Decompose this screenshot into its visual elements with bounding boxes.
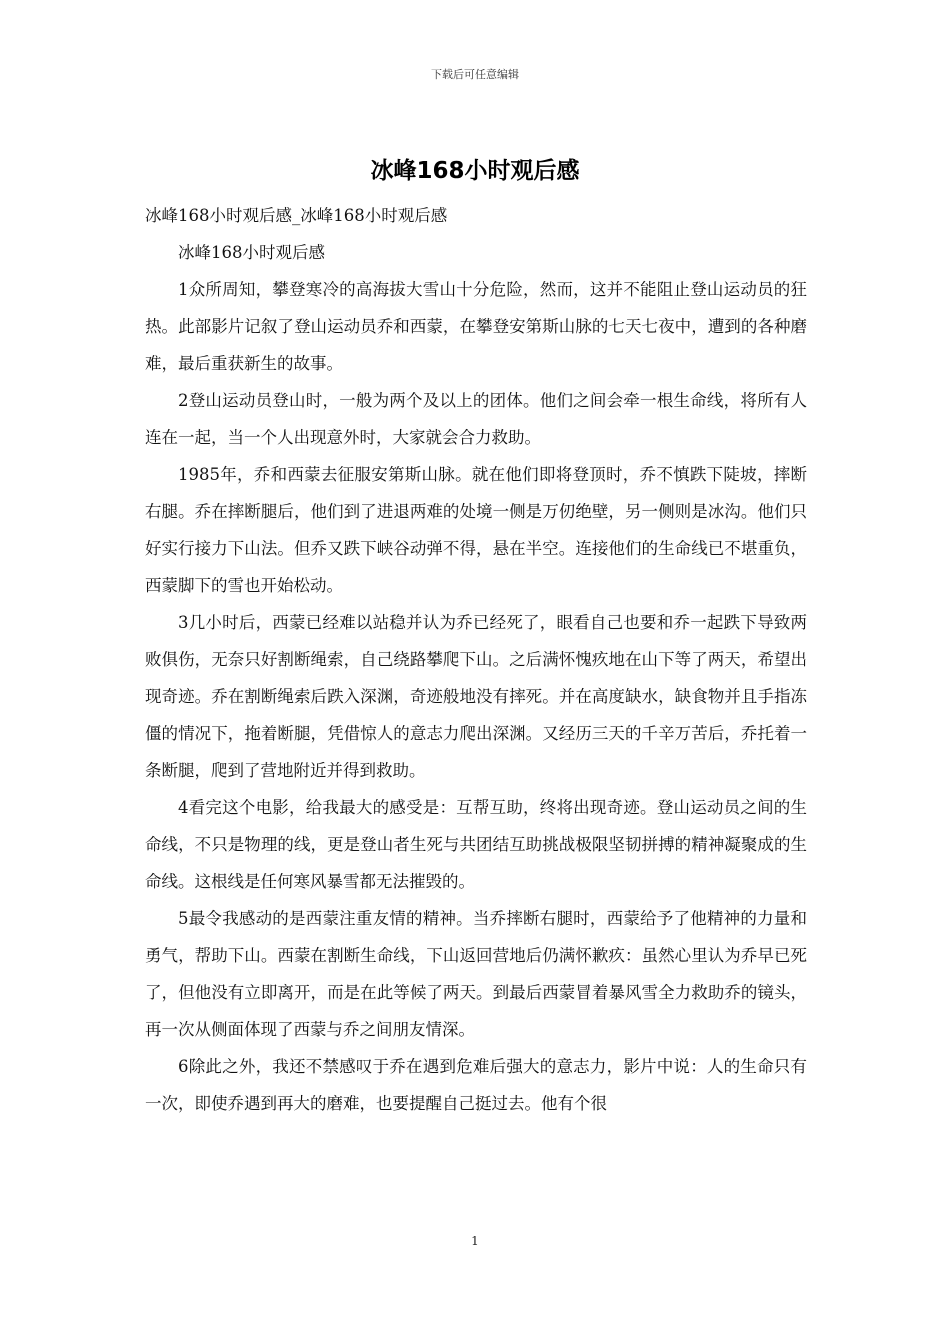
paragraph-6: 5最令我感动的是西蒙注重友情的精神。当乔摔断右腿时，西蒙给予了他精神的力量和勇气，帮助下山。西蒙在割断生命线，下山返回营地后仍满怀歉疚：虽然心里认为乔早已死了，但他没有立即离开，而是在此等候了两天。到最后西蒙冒着暴风雪全力救助乔的镜头，再一次从侧面体现了西蒙与乔之间朋友情深。 [145, 909, 807, 1039]
page-number: 1 [471, 1234, 479, 1248]
header-note: 下载后可任意编辑 [431, 68, 519, 81]
heading-line: 冰峰168小时观后感 [178, 243, 325, 262]
document-body [145, 197, 807, 1122]
paragraph-1: 1众所周知，攀登寒冷的高海拔大雪山十分危险，然而，这并不能阻止登山运动员的狂热。此部影片记叙了登山运动员乔和西蒙，在攀登安第斯山脉的七天七夜中，遭到的各种磨难，最后重获新生的故事。 [145, 280, 807, 373]
paragraph-2: 2登山运动员登山时，一般为两个及以上的团体。他们之间会牵一根生命线，将所有人连在一起，当一个人出现意外时，大家就会合力救助。 [145, 391, 807, 447]
paragraph-7: 6除此之外，我还不禁感叹于乔在遇到危难后强大的意志力，影片中说：人的生命只有一次，即使乔遇到再大的磨难，也要提醒自己挺过去。他有个很 [145, 1057, 807, 1113]
paragraph-3: 1985年，乔和西蒙去征服安第斯山脉。就在他们即将登顶时，乔不慎跌下陡坡，摔断右腿。乔在摔断腿后，他们到了进退两难的处境一侧是万仞绝壁，另一侧则是冰沟。他们只好实行接力下山法。但乔又跌下峡谷动弹不得，悬在半空。连接他们的生命线已不堪重负，西蒙脚下的雪也开始松动。 [145, 465, 807, 595]
subtitle-line: 冰峰168小时观后感_冰峰168小时观后感 [145, 206, 448, 225]
document-title: 冰峰168小时观后感 [370, 158, 580, 184]
paragraph-4: 3几小时后，西蒙已经难以站稳并认为乔已经死了，眼看自己也要和乔一起跌下导致两败俱伤，无奈只好割断绳索，自己绕路攀爬下山。之后满怀愧疚地在山下等了两天，希望出现奇迹。乔在割断绳索后跌入深渊，奇迹般地没有摔死。并在高度缺水，缺食物并且手指冻僵的情况下，拖着断腿，凭借惊人的意志力爬出深渊。又经历三天的千辛万苦后，乔托着一条断腿，爬到了营地附近并得到救助。 [145, 613, 807, 780]
paragraph-5: 4看完这个电影，给我最大的感受是：互帮互助，终将出现奇迹。登山运动员之间的生命线，不只是物理的线，更是登山者生死与共团结互助挑战极限坚韧拼搏的精神凝聚成的生命线。这根线是任何寒风暴雪都无法摧毁的。 [145, 798, 807, 891]
